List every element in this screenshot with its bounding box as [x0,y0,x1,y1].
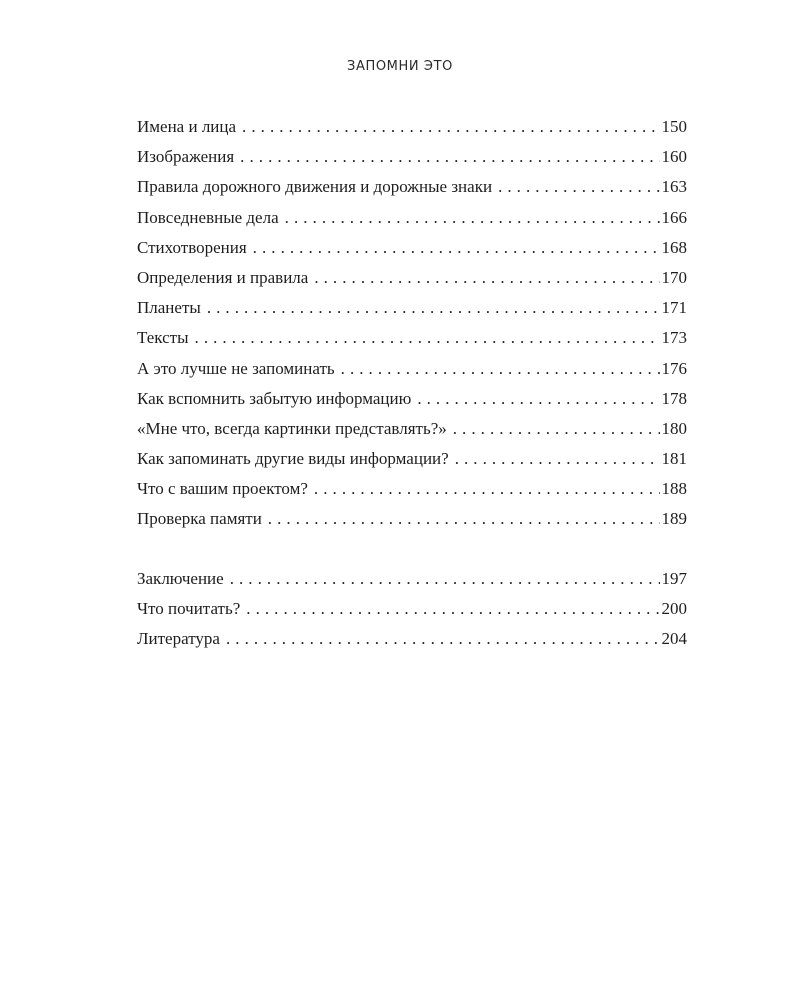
toc-dot-leader [341,354,660,384]
toc-entry-title: Повседневные дела [137,207,279,227]
toc-entry-page: 181 [661,449,687,469]
toc-entry-title: Проверка памяти [137,509,262,529]
toc-entry-title: А это лучше не запоминать [137,358,335,378]
toc-entry-title: Как запоминать другие виды информации? [137,449,449,469]
toc-entry-title: Как вспомнить забытую информацию [137,388,412,408]
toc-entry-title: «Мне что, всегда картинки представлять?» [137,418,447,438]
toc-entry-page: 150 [661,117,687,136]
toc-entry-page: 180 [661,418,687,438]
toc-entry-page: 197 [661,568,687,588]
toc-dot-leader [268,504,660,534]
toc-group-back-matter [137,564,687,655]
toc-dot-leader [453,414,660,444]
toc-entry[interactable] [137,112,687,142]
toc-entry[interactable] [137,414,687,444]
toc-entry-page: 188 [661,479,687,499]
toc-entry-page: 166 [661,207,687,227]
table-of-contents [137,112,687,654]
toc-entry[interactable] [137,474,687,504]
toc-entry[interactable] [137,504,687,534]
toc-entry-title: Что почитать? [137,598,241,618]
toc-entry[interactable] [137,233,687,263]
toc-dot-leader [455,444,660,474]
toc-entry-title: Заключение [137,568,224,588]
toc-entry[interactable] [137,263,687,293]
toc-entry-page: 160 [661,147,687,167]
running-head: ЗАПОМНИ ЭТО [347,59,453,74]
toc-entry[interactable] [137,172,687,202]
toc-entry[interactable] [137,142,687,172]
toc-dot-leader [242,112,659,142]
toc-entry-page: 189 [661,509,687,529]
toc-entry[interactable] [137,293,687,323]
toc-entry-title: Стихотворения [137,237,247,257]
toc-entry-page: 204 [661,629,687,648]
toc-dot-leader [498,172,659,202]
toc-entry-title: Правила дорожного движения и дорожные знаки [137,177,493,197]
toc-entry[interactable] [137,594,687,624]
toc-entry-title: Изображения [137,147,235,167]
toc-group-main [137,112,687,535]
toc-dot-leader [226,624,660,654]
toc-dot-leader [207,293,660,323]
toc-entry[interactable] [137,323,687,353]
toc-entry[interactable] [137,354,687,384]
toc-dot-leader [253,233,660,263]
toc-dot-leader [314,263,659,293]
toc-entry-page: 178 [661,388,687,408]
toc-entry-title: Тексты [137,328,189,348]
toc-entry-page: 170 [661,267,687,287]
toc-entry-page: 176 [661,358,687,378]
toc-dot-leader [240,142,659,172]
toc-dot-leader [285,203,660,233]
toc-entry-page: 173 [661,328,687,348]
toc-entry-title: Определения и правила [137,267,309,287]
toc-entry[interactable] [137,624,687,654]
toc-entry[interactable] [137,384,687,414]
toc-dot-leader [314,474,660,504]
toc-entry-page: 163 [661,177,687,197]
toc-entry[interactable] [137,444,687,474]
toc-entry-page: 168 [661,237,687,257]
toc-entry-title: Планеты [137,298,201,318]
toc-entry[interactable] [137,564,687,594]
toc-entry[interactable] [137,203,687,233]
toc-dot-leader [195,323,660,353]
toc-entry-title: Литература [137,629,220,648]
toc-entry-page: 200 [661,598,687,618]
toc-dot-leader [417,384,659,414]
toc-dot-leader [246,594,659,624]
toc-entry-page: 171 [661,298,687,318]
toc-entry-title: Имена и лица [137,117,237,136]
toc-entry-title: Что с вашим проектом? [137,479,308,499]
toc-dot-leader [230,564,660,594]
